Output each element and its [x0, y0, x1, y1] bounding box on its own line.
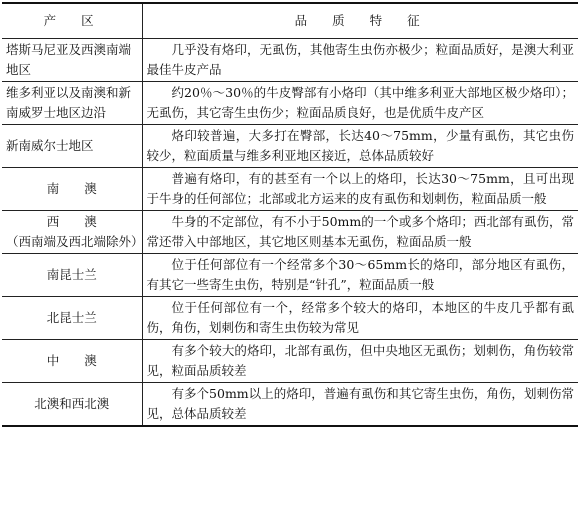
table-header-row	[2, 3, 578, 39]
document-page	[2, 2, 578, 502]
quality-description-cell: 烙印较普遍，大多打在臀部，长达40～75mm，少量有虱伤，其它虫伤较少，粒面质量与维多利亚地区接近，总体品质较好	[142, 125, 578, 168]
header-region: 产 区	[2, 3, 142, 39]
region-cell: 南 澳	[2, 168, 142, 211]
region-cell: 维多利亚以及南澳和新南威罗士地区边沿	[2, 82, 142, 125]
region-cell: 中 澳	[2, 340, 142, 383]
quality-description-cell: 位于任何部位有一个，经常多个较大的烙印，本地区的牛皮几乎都有虱伤，角伤，划刺伤和寄生虫伤较为常见	[142, 297, 578, 340]
region-cell: 西 澳 （西南端及西北端除外）	[2, 211, 142, 254]
header-quality: 品 质 特 征	[142, 3, 578, 39]
table-row	[2, 82, 578, 125]
table-row	[2, 340, 578, 383]
region-cell: 北昆士兰	[2, 297, 142, 340]
quality-description-cell: 约20％～30％的牛皮臀部有小烙印（其中维多利亚大部地区极少烙印）；无虱伤，其它寄生虫伤少；粒面品质良好，也是优质牛皮产区	[142, 82, 578, 125]
table-row	[2, 39, 578, 82]
region-cell: 新南威尔士地区	[2, 125, 142, 168]
table-row	[2, 383, 578, 427]
table-row	[2, 125, 578, 168]
table-row	[2, 168, 578, 211]
quality-description-cell: 有多个50mm以上的烙印，普遍有虱伤和其它寄生虫伤，角伤，划刺伤常见，总体品质较差	[142, 383, 578, 427]
region-cell: 北澳和西北澳	[2, 383, 142, 427]
table-row	[2, 211, 578, 254]
table-row	[2, 254, 578, 297]
region-cell: 塔斯马尼亚及西澳南端地区	[2, 39, 142, 82]
quality-description-cell: 有多个较大的烙印，北部有虱伤，但中央地区无虱伤；划刺伤，角伤较常见，粒面品质较差	[142, 340, 578, 383]
quality-description-cell: 几乎没有烙印，无虱伤，其他寄生虫伤亦极少；粒面品质好，是澳大利亚最佳牛皮产品	[142, 39, 578, 82]
table-row	[2, 297, 578, 340]
region-cell: 南昆士兰	[2, 254, 142, 297]
quality-description-cell: 普遍有烙印，有的甚至有一个以上的烙印，长达30～75mm，且可出现于牛身的任何部位；北部或北方运来的皮有虱伤和划刺伤，粒面品质一般	[142, 168, 578, 211]
quality-description-cell: 位于任何部位有一个经常多个30～65mm长的烙印，部分地区有虱伤，有其它一些寄生虫伤，特别是“针孔”，粒面品质一般	[142, 254, 578, 297]
quality-description-cell: 牛身的不定部位，有不小于50mm的一个或多个烙印；西北部有虱伤，常常还带入中部地区，其它地区则基本无虱伤，粒面品质一般	[142, 211, 578, 254]
region-quality-table	[2, 2, 578, 427]
